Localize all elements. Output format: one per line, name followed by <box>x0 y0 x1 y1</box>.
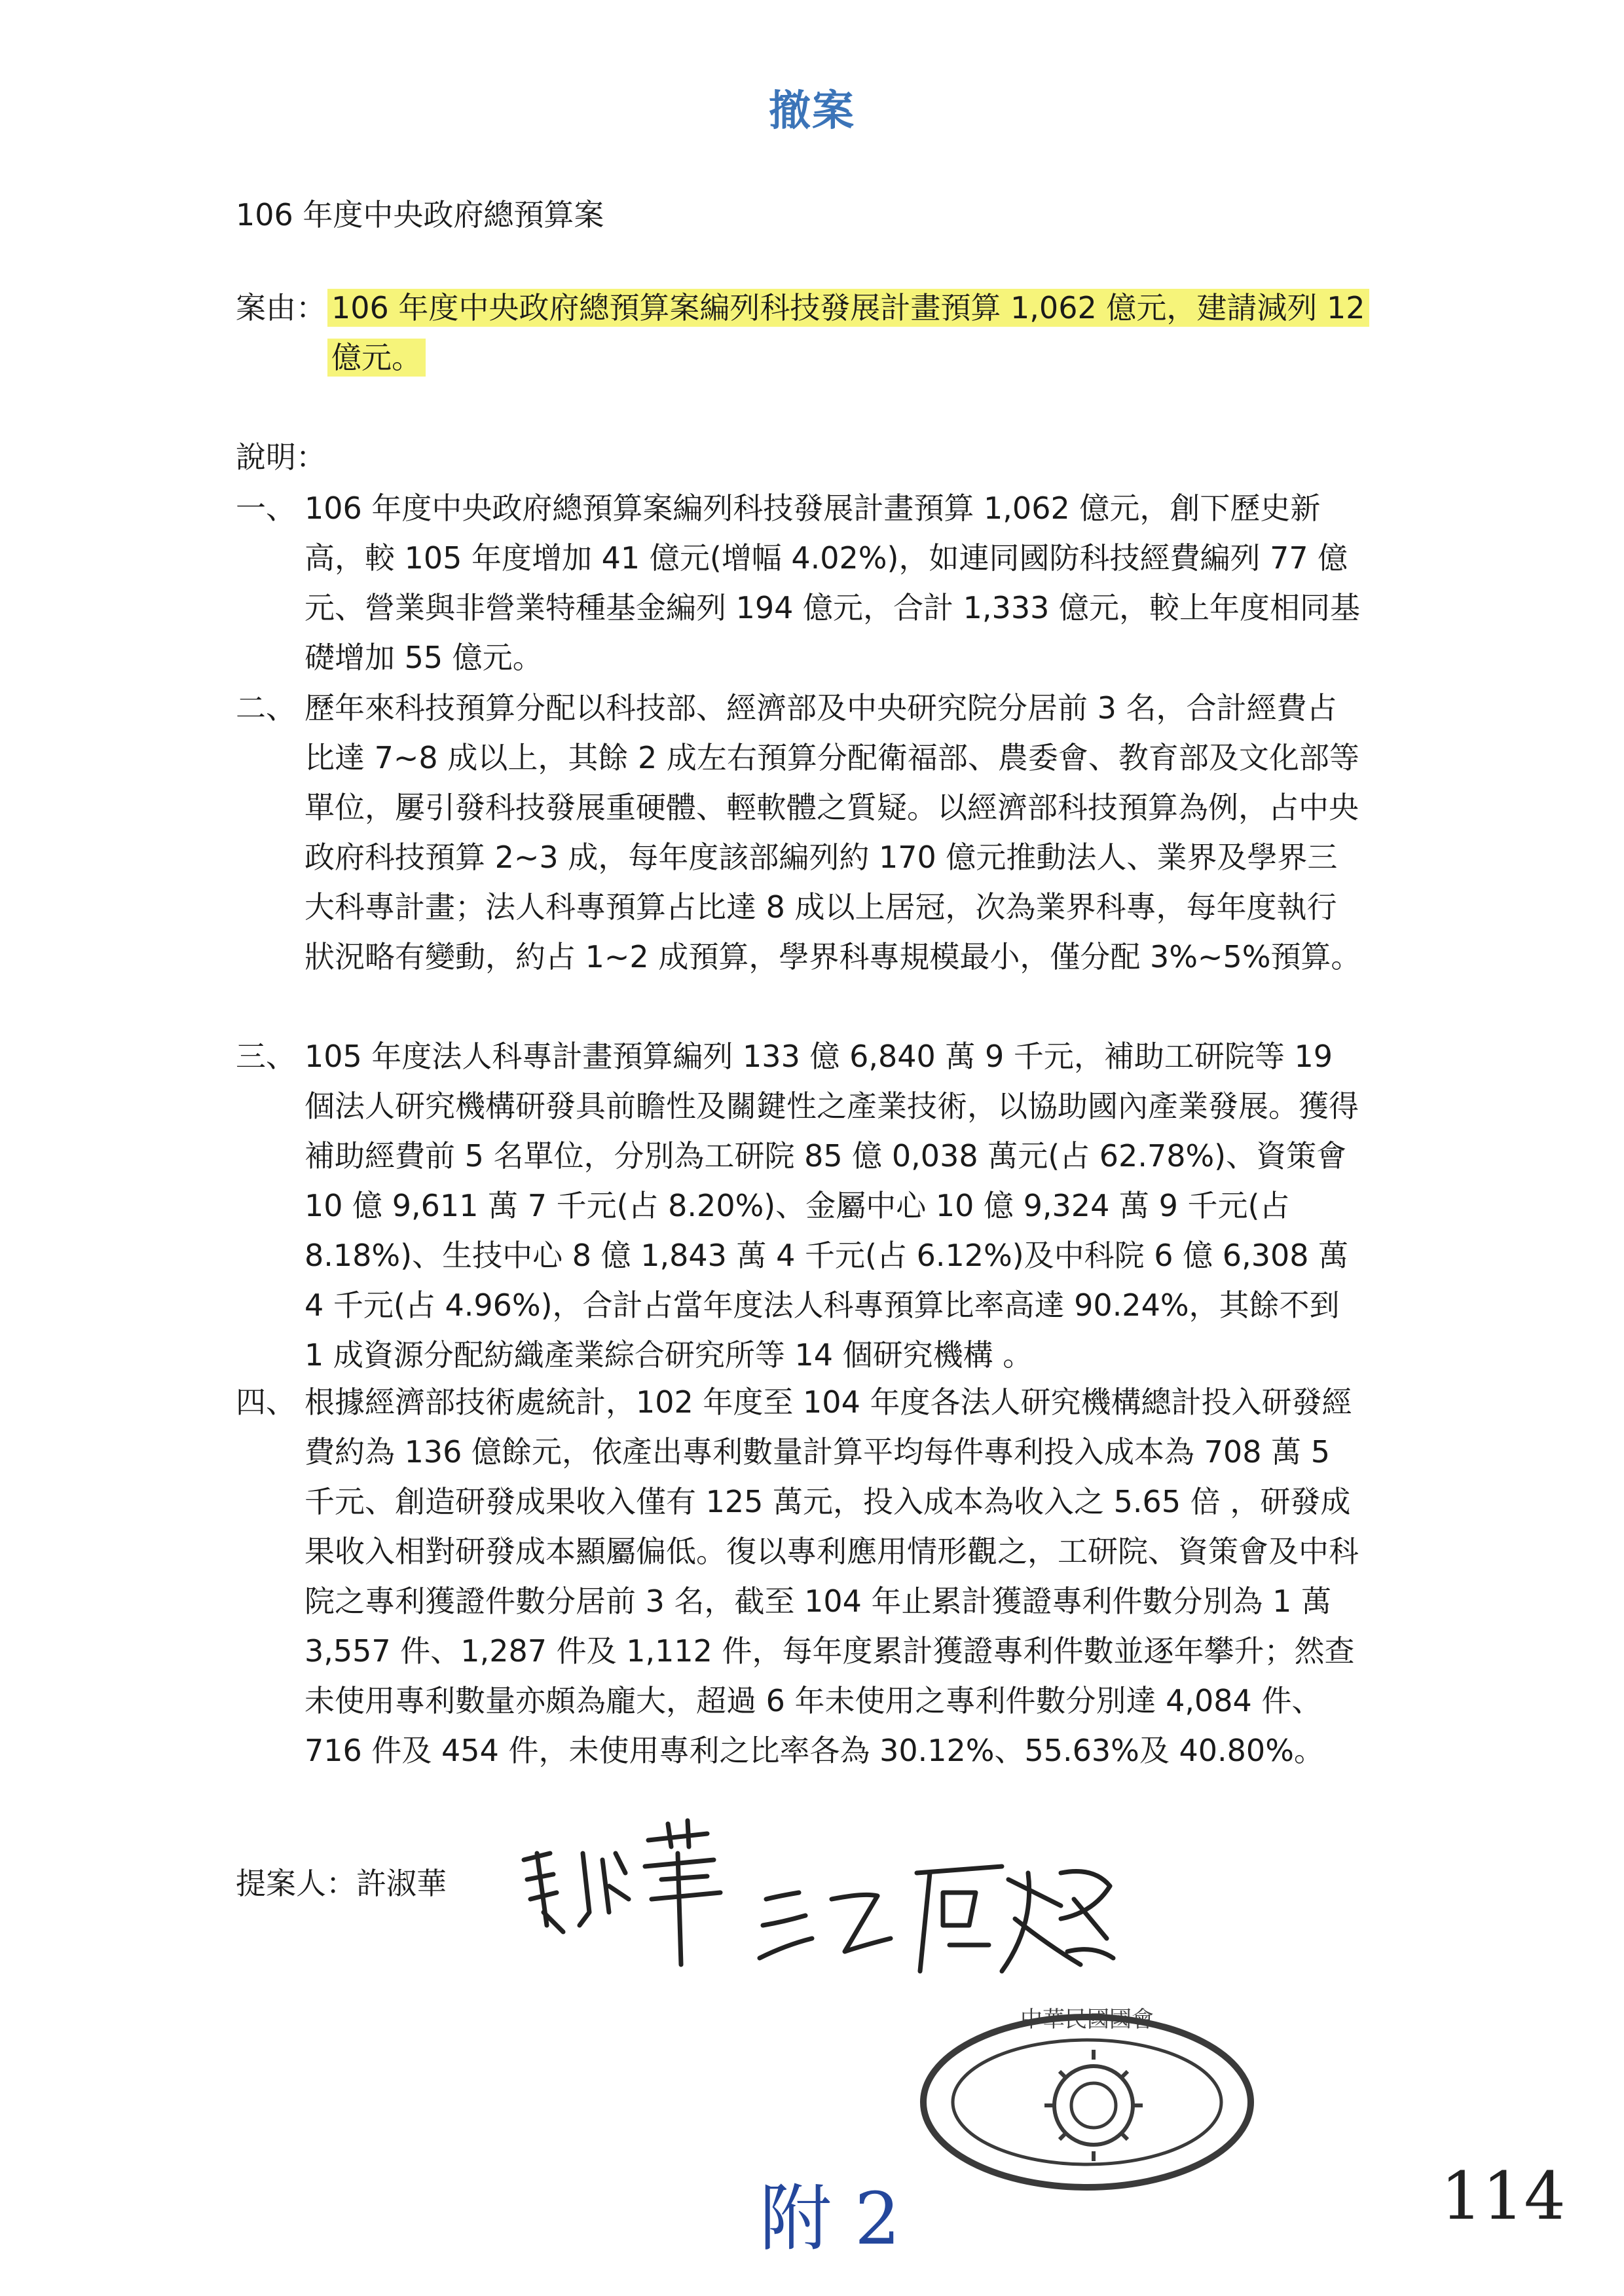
case-label: 案由： <box>236 290 326 325</box>
signature-chiang <box>753 1847 1120 1991</box>
item-text: 106 年度中央政府總預算案編列科技發展計畫預算 1,062 億元，創下歷史新高，較 105 年度增加 41 億元(增幅 4.02%)，如連同國防科技經費編列 77 億元、營業與非營業特種基金編列 194 億元，合計 1,333 億元，較上年度相同基礎增加 55 億元。 <box>304 491 1360 675</box>
item-number: 四、 <box>236 1384 296 1420</box>
page-number: 114 <box>1441 2158 1566 2234</box>
item-number: 三、 <box>236 1039 296 1074</box>
document-title: 106 年度中央政府總預算案 <box>236 197 604 232</box>
withdrawn-stamp: 撤案 <box>769 86 855 136</box>
case-text-highlighted: 106 年度中央政府總預算案編列科技發展計畫預算 1,062 億元，建請減列 12 億元。 <box>327 289 1369 377</box>
item-text: 105 年度法人科專計畫預算編列 133 億 6,840 萬 9 千元，補助工研院等 19 個法人研究機構研發具前瞻性及關鍵性之產業技術，以協助國內產業發展。獲得補助經費前 5 名單位，分別為工研院 85 億 0,038 萬元(占 62.78%)、資策會 10 億 9,611 萬 7 千元(占 8.20%)、金屬中心 10 億 9,324 萬 9 千元(占 8.18%)、生技中心 8 億 1,843 萬 4 千元(占 6.12%)及中科院 6 億 6,308 萬 4 千元(占 4.96%)，合計占當年度法人科專預算比率高達 90.24%，其餘不到 1 成資源分配紡織產業綜合研究所等 14 個研究機構 。 <box>304 1039 1359 1373</box>
item-number: 一、 <box>236 491 296 526</box>
proposer-line: 提案人：許淑華 <box>236 1866 447 1901</box>
item-text: 歷年來科技預算分配以科技部、經濟部及中央研究院分居前 3 名，合計經費占比達 7~8 成以上，其餘 2 成左右預算分配衛福部、農委會、教育部及文化部等單位，屢引發科技發展重硬體、輕軟體之質疑。以經濟部科技預算為例，占中央政府科技預算 2~3 成，每年度該部編列約 170 億元推動法人、業界及學界三大科專計畫；法人科專預算占比達 8 成以上居冠，次為業界科專，每年度執行狀況略有變動，約占 1~2 成預算，學界科專規模最小，僅分配 3%~5%預算。 <box>304 690 1361 974</box>
explanation-label: 說明： <box>236 439 326 475</box>
attachment-label: 附 2 <box>760 2177 900 2261</box>
item-number: 二、 <box>236 690 296 726</box>
seal-text: 中華民國國會 <box>1020 2007 1154 2033</box>
item-text: 根據經濟部技術處統計，102 年度至 104 年度各法人研究機構總計投入研發經費約為 136 億餘元，依產出專利數量計算平均每件專利投入成本為 708 萬 5 千元、創造研發成果收入僅有 125 萬元，投入成本為收入之 5.65 倍 ，研發成果收入相對研發成本顯屬偏低。復以專利應用情形觀之，工研院、資策會及中科院之專利獲證件數分居前 3 名，截至 104 年止累計獲證專利件數分別為 1 萬 3,557 件、1,287 件及 1,112 件，每年度累計獲證專利件數並逐年攀升；然查未使用專利數量亦頗為龐大，超過 6 年未使用之專利件數分別達 4,084 件、716 件及 454 件，未使用專利之比率各為 30.12%、55.63%及 40.80%。 <box>304 1384 1359 1768</box>
signature-hsu <box>511 1814 733 1971</box>
legislature-seal <box>904 1991 1270 2200</box>
